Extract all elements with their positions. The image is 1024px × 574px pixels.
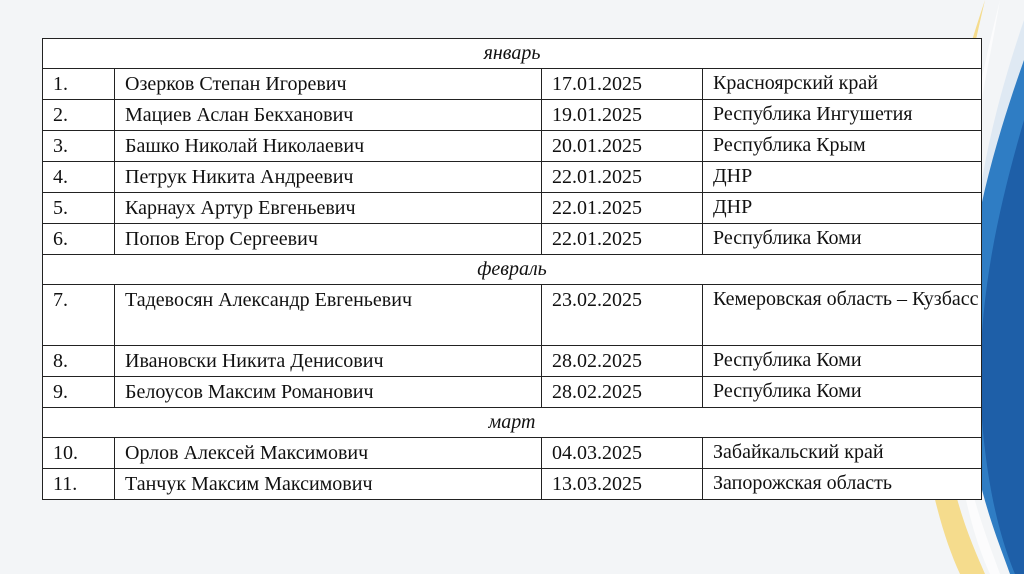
date-cell: 20.01.2025 <box>542 131 703 162</box>
date-cell: 28.02.2025 <box>542 346 703 377</box>
person-name: Тадевосян Александр Евгеньевич <box>115 285 542 346</box>
region-cell: Республика Коми <box>703 377 982 408</box>
region-cell: Республика Коми <box>703 346 982 377</box>
person-name: Ивановски Никита Денисович <box>115 346 542 377</box>
region-cell: ДНР <box>703 162 982 193</box>
row-number: 8. <box>43 346 115 377</box>
row-number: 9. <box>43 377 115 408</box>
table-row <box>43 193 982 224</box>
month-label: март <box>43 408 982 438</box>
date-cell: 22.01.2025 <box>542 193 703 224</box>
row-number: 3. <box>43 131 115 162</box>
row-number: 11. <box>43 469 115 500</box>
person-name: Озерков Степан Игоревич <box>115 69 542 100</box>
date-cell: 17.01.2025 <box>542 69 703 100</box>
table-row <box>43 469 982 500</box>
table-row <box>43 224 982 255</box>
row-number: 6. <box>43 224 115 255</box>
region-cell: Забайкальский край <box>703 438 982 469</box>
region-cell: Республика Крым <box>703 131 982 162</box>
row-number: 7. <box>43 285 115 346</box>
date-cell: 22.01.2025 <box>542 224 703 255</box>
month-header-row <box>43 408 982 438</box>
row-number: 1. <box>43 69 115 100</box>
month-label: январь <box>43 39 982 69</box>
region-cell: ДНР <box>703 193 982 224</box>
table-row <box>43 131 982 162</box>
table-row <box>43 346 982 377</box>
table-row <box>43 438 982 469</box>
person-name: Белоусов Максим Романович <box>115 377 542 408</box>
table-row <box>43 285 982 346</box>
person-name: Танчук Максим Максимович <box>115 469 542 500</box>
date-cell: 13.03.2025 <box>542 469 703 500</box>
region-cell: Красноярский край <box>703 69 982 100</box>
row-number: 4. <box>43 162 115 193</box>
roster-table <box>42 38 982 500</box>
region-cell: Республика Ингушетия <box>703 100 982 131</box>
row-number: 2. <box>43 100 115 131</box>
table-row <box>43 69 982 100</box>
region-cell: Запорожская область <box>703 469 982 500</box>
row-number: 10. <box>43 438 115 469</box>
month-header-row <box>43 39 982 69</box>
person-name: Башко Николай Николаевич <box>115 131 542 162</box>
person-name: Орлов Алексей Максимович <box>115 438 542 469</box>
month-label: февраль <box>43 255 982 285</box>
date-cell: 28.02.2025 <box>542 377 703 408</box>
person-name: Петрук Никита Андреевич <box>115 162 542 193</box>
month-header-row <box>43 255 982 285</box>
date-cell: 19.01.2025 <box>542 100 703 131</box>
date-cell: 04.03.2025 <box>542 438 703 469</box>
date-cell: 22.01.2025 <box>542 162 703 193</box>
person-name: Попов Егор Сергеевич <box>115 224 542 255</box>
person-name: Карнаух Артур Евгеньевич <box>115 193 542 224</box>
table-row <box>43 162 982 193</box>
region-cell: Республика Коми <box>703 224 982 255</box>
table-row <box>43 377 982 408</box>
region-cell: Кемеровская область – Кузбасс <box>703 285 982 346</box>
row-number: 5. <box>43 193 115 224</box>
date-cell: 23.02.2025 <box>542 285 703 346</box>
person-name: Мациев Аслан Бекханович <box>115 100 542 131</box>
table-row <box>43 100 982 131</box>
